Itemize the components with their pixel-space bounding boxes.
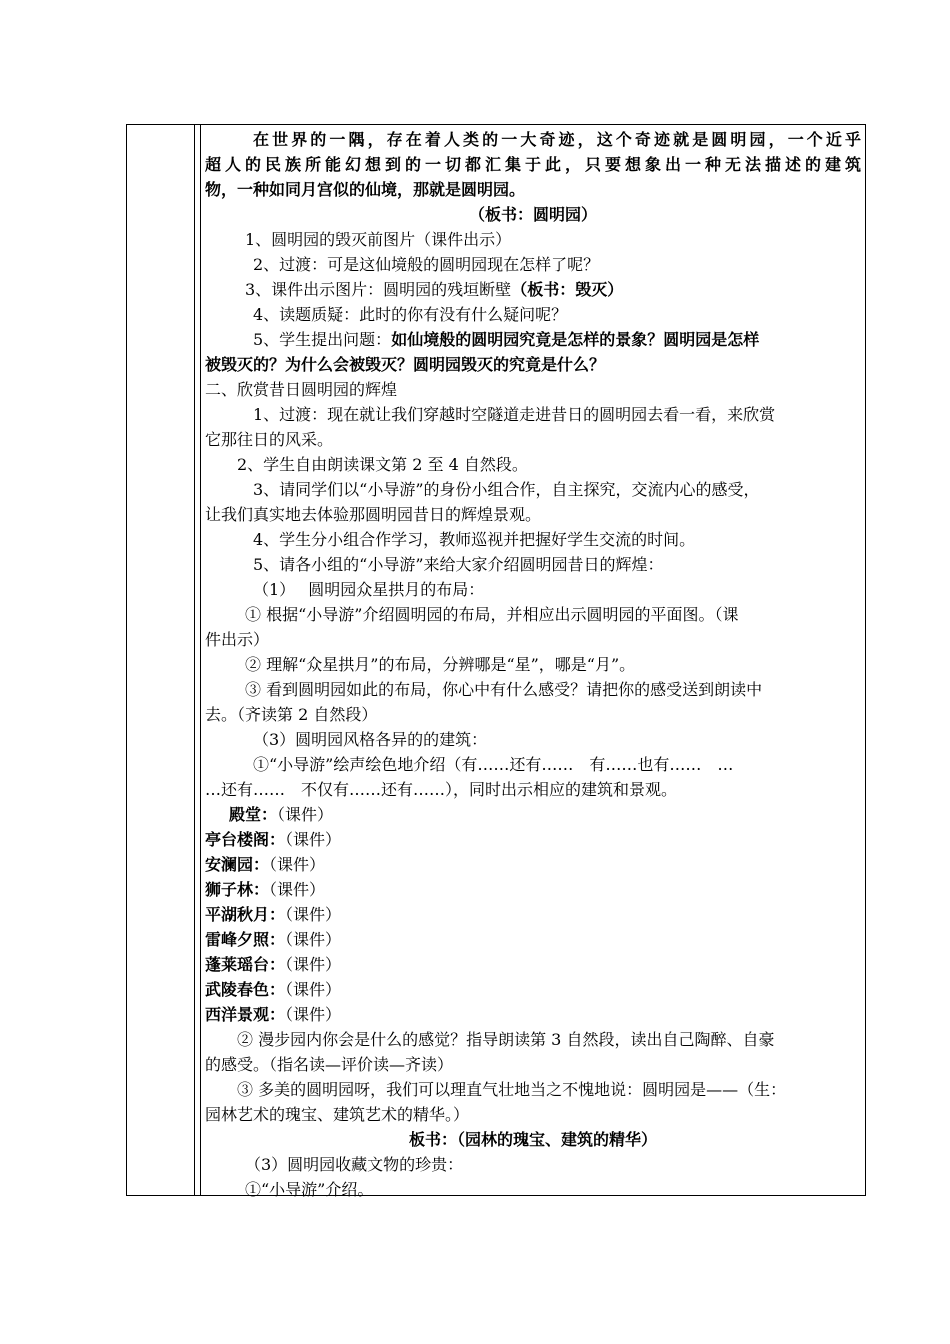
step-5-prefix: 5、学生提出问题： [253,330,392,349]
place-note: （课件） [277,805,334,824]
place-note: （课件） [269,880,326,899]
place-row [205,952,861,977]
place-name: 平湖秋月： [205,905,286,924]
intro-line-3: 物，一种如同月宫似的仙境，那就是圆明园。 [205,180,526,199]
step-5 [205,327,861,352]
place-note: （课件） [285,830,342,849]
section-2-p2: 2、学生自由朗读课文第 2 至 4 自然段。 [237,455,528,474]
place-row [205,827,861,852]
subsection-3: （3）圆明园风格各异的的建筑： [253,730,488,749]
section-2-p3-cont: 让我们真实地去体验那圆明园昔日的辉煌景观。 [205,505,542,524]
place-name: 狮子林： [205,880,270,899]
step-1: 1、圆明园的毁灭前图片（课件出示） [245,230,512,249]
intro-line-1: 在世界的一隅，存在着人类的一大奇迹，这个奇迹就是圆明园，一个近乎 [253,130,861,149]
section-2-p5: 5、请各小组的“小导游”来给大家介绍圆明园昔日的辉煌： [253,555,664,574]
place-name: 安澜园： [205,855,270,874]
table-column-divider [200,125,201,1195]
place-note: （课件） [285,1005,342,1024]
section-2-p3: 3、请同学们以“小导游”的身份小组合作，自主探究，交流内心的感受， [253,480,760,499]
place-name: 殿堂： [229,805,278,824]
place-note: （课件） [285,955,342,974]
step-2: 2、过渡：可是这仙境般的圆明园现在怎样了呢？ [253,255,600,274]
subsection-3b-item-1: ①“小导游”介绍。 [245,1180,374,1199]
place-row [205,977,861,1002]
subsection-1: （1） 圆明园众星拱月的布局： [253,580,485,599]
after-item-3-cont: 园林艺术的瑰宝、建筑艺术的精华。） [205,1105,470,1124]
place-name: 西洋景观： [205,1005,286,1024]
place-note: （课件） [269,855,326,874]
step-3 [205,277,861,302]
step-5-questions-cont: 被毁灭的？为什么会被毁灭？圆明园毁灭的究竟是什么？ [205,355,606,374]
step-3-text: 3、课件出示图片：圆明园的残垣断壁 [245,280,512,299]
place-row [205,877,861,902]
board-summary: 板书：（园林的瑰宝、建筑的精华） [408,1130,657,1149]
lesson-content [205,127,861,1202]
after-item-2-cont: 的感受。（指名读—评价读—齐读） [205,1055,454,1074]
place-note: （课件） [285,930,342,949]
place-row [205,927,861,952]
board-title: （板书：圆明园） [468,205,597,224]
section-2-p1: 1、过渡：现在就让我们穿越时空隧道走进昔日的圆明园去看一看，来欣赏 [253,405,776,424]
section-2-p1-cont: 它那往日的风采。 [205,430,334,449]
place-note: （课件） [285,980,342,999]
subsection-1-item-1: ① 根据“小导游”介绍圆明园的布局，并相应出示圆明园的平面图。（课 [245,605,739,624]
after-item-3: ③ 多美的圆明园呀，我们可以理直气壮地当之不愧地说：圆明园是——（生： [237,1080,787,1099]
section-2-heading: 二、欣赏昔日圆明园的辉煌 [205,380,398,399]
place-name: 蓬莱瑶台： [205,955,286,974]
place-note: （课件） [285,905,342,924]
place-name: 雷峰夕照： [205,930,286,949]
lesson-table [126,124,866,1199]
after-item-2: ② 漫步园内你会是什么的感觉？指导朗读第 3 自然段，读出自己陶醉、自豪 [237,1030,775,1049]
place-row [205,1002,861,1027]
place-name: 武陵春色： [205,980,286,999]
intro-line-2: 超人的民族所能幻想到的一切都汇集于此，只要想象出一种无法描述的建筑 [205,155,861,174]
place-row [205,902,861,927]
place-row [205,852,861,877]
section-2-p4: 4、学生分小组合作学习，教师巡视并把握好学生交流的时间。 [253,530,696,549]
table-left-column [127,125,195,1195]
subsection-1-item-2: ② 理解“众星拱月”的布局，分辨哪是“星”，哪是“月”。 [245,655,636,674]
subsection-3-item-1: ①“小导游”绘声绘色地介绍（有……还有…… 有……也有…… … [253,755,734,774]
place-name: 亭台楼阁： [205,830,286,849]
place-row [205,802,861,827]
subsection-1-item-1-cont: 件出示） [205,630,270,649]
subsection-1-item-3-cont: 去。（齐读第 2 自然段） [205,705,378,724]
step-3-board: （板书：毁灭） [511,280,624,299]
subsection-1-item-3: ③ 看到圆明园如此的布局，你心中有什么感受？请把你的感受送到朗读中 [245,680,763,699]
step-5-questions: 如仙境般的圆明园究竟是怎样的景象？圆明园是怎样 [391,330,760,349]
subsection-3b: （3）圆明园收藏文物的珍贵： [245,1155,464,1174]
subsection-3-item-1-cont: …还有…… 不仅有……还有……），同时出示相应的建筑和景观。 [205,780,678,799]
step-4: 4、读题质疑：此时的你有没有什么疑问呢？ [253,305,568,324]
